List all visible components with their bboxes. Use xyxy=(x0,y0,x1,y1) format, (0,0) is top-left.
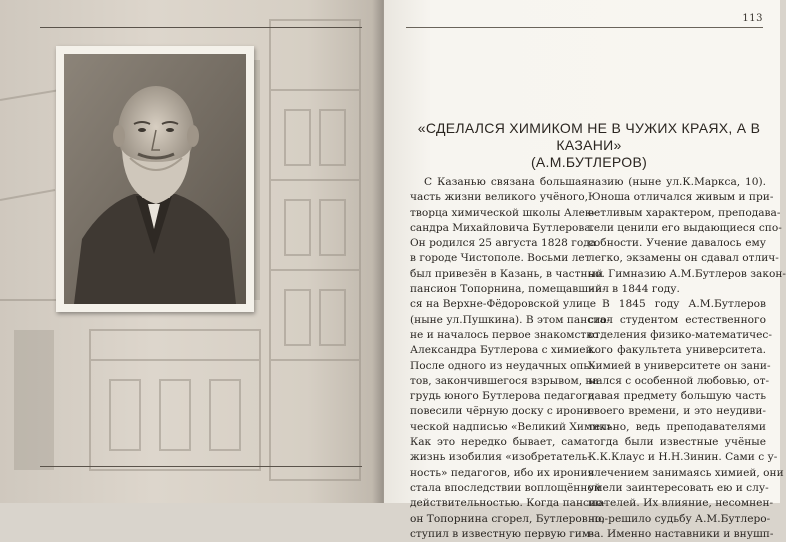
chapter-title xyxy=(404,120,774,171)
text-line: Он родился 25 августа 1828 года xyxy=(410,237,597,250)
text-line: пансион Топорнина, помещавший- xyxy=(410,283,606,296)
text-line: кого факультета университета. xyxy=(588,344,766,357)
text-line: сандра Михайловича Бутлерова. xyxy=(410,221,595,234)
text-line: жизнь изобилия «изобретатель- xyxy=(410,451,591,464)
text-line: ность» педагогов, ибо их ирония xyxy=(410,466,595,479)
text-line: умели заинтересовать ею и слу- xyxy=(588,481,769,494)
text-line: ческой надписью «Великий Химик». xyxy=(410,420,616,433)
text-line: тов, закончившегося взрывом, на xyxy=(410,374,599,387)
text-line: часть жизни великого учёного, xyxy=(410,191,588,204)
text-line: был привезён в Казань, в частный xyxy=(410,267,604,280)
text-line: В 1845 году А.М.Бутлеров xyxy=(602,298,766,311)
chapter-title-line: КАЗАНИ» xyxy=(556,137,622,153)
text-column-right xyxy=(588,175,786,542)
text-line: Юноша отличался живым и при- xyxy=(588,191,774,204)
text-line: отделения физико-математичес- xyxy=(588,328,772,341)
text-line: К.К.Клаус и Н.Н.Зинин. Сами с у- xyxy=(588,451,778,464)
top-rule-right xyxy=(406,27,763,28)
chapter-title-line: «СДЕЛАЛСЯ ХИМИКОМ НЕ В ЧУЖИХ КРАЯХ, А В xyxy=(417,120,761,136)
text-line: в городе Чистополе. Восьми лет xyxy=(410,252,591,265)
text-line: ветливым характером, преподава- xyxy=(588,206,781,219)
text-column-left xyxy=(410,175,616,542)
text-line: мался с особенной любовью, от- xyxy=(588,374,770,387)
text-line: давая предмету большую часть xyxy=(588,390,766,403)
text-line: грудь юного Бутлерова педагоги xyxy=(410,390,595,403)
text-line: чил в 1844 году. xyxy=(588,283,680,296)
text-line: творца химической школы Алек- xyxy=(410,206,596,219)
text-line: собности. Учение давалось ему xyxy=(588,237,766,250)
text-line: не и началось первое знакомство xyxy=(410,328,599,341)
text-line: действительностью. Когда пансио- xyxy=(410,497,606,510)
text-line: своего времени, и это неудиви- xyxy=(588,405,766,418)
text-line: стал студентом естественного xyxy=(588,313,766,326)
text-line: Александра Бутлерова с химией. xyxy=(410,344,596,357)
text-line: ва. Именно наставники и внушп- xyxy=(588,527,774,540)
bottom-rule-left xyxy=(40,466,362,467)
text-line: С Казанью связана большая xyxy=(424,176,588,188)
top-rule-left xyxy=(40,27,362,28)
text-line: шателей. Их влияние, несомнен- xyxy=(588,497,774,510)
text-line: ступил в известную первую гим- xyxy=(410,527,594,540)
text-line: Химией в университете он зани- xyxy=(588,359,771,372)
portrait-photo-frame xyxy=(56,46,254,312)
text-line: ся на Верхне-Фёдоровской улице xyxy=(410,298,597,311)
text-line: стала впоследствии воплощённой xyxy=(410,481,601,494)
text-line: повесили чёрную доску с ирони- xyxy=(410,405,595,418)
chapter-title-line: (А.М.БУТЛЕРОВ) xyxy=(530,154,648,170)
page-number: 113 xyxy=(742,13,763,24)
text-line: назию (ныне ул.К.Маркса, 10). xyxy=(588,176,766,188)
text-line: но, решило судьбу А.М.Бутлеро- xyxy=(588,512,771,525)
text-line: тельно, ведь преподавателями xyxy=(588,420,766,433)
right-page xyxy=(384,0,786,540)
text-line: (ныне ул.Пушкина). В этом пансио- xyxy=(410,313,611,326)
text-line: но. Гимназию А.М.Бутлеров закон- xyxy=(588,267,786,280)
text-line: Как это нередко бывает, сама xyxy=(410,436,588,449)
text-line: тели ценили его выдающиеся спо- xyxy=(588,221,782,234)
text-line: тогда были известные учёные xyxy=(588,436,766,449)
text-line: легко, экзамены он сдавал отлич- xyxy=(588,252,779,265)
portrait-photo xyxy=(64,54,246,304)
text-line: влечением занимаясь химией, они xyxy=(588,466,784,479)
text-line: После одного из неудачных опы- xyxy=(410,359,596,372)
text-line: он Топорнина сгорел, Бутлеров по- xyxy=(410,512,609,525)
left-page xyxy=(0,0,384,503)
